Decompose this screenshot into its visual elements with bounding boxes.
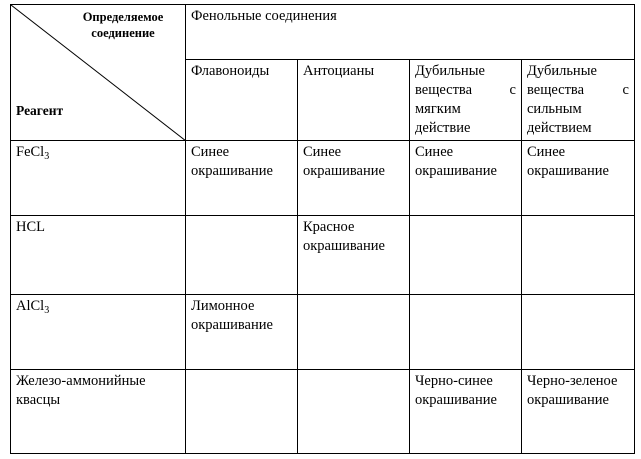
result-cell: Черно-зеленое окрашивание — [522, 370, 635, 454]
result-cell: Синее окрашивание — [298, 141, 410, 216]
result-cell — [522, 216, 635, 295]
result-cell: Красное окрашивание — [298, 216, 410, 295]
header-row-1 — [11, 5, 635, 60]
table-row — [11, 216, 635, 295]
group-header: Фенольные соединения — [186, 5, 635, 60]
result-cell — [186, 216, 298, 295]
result-cell: Синее окрашивание — [522, 141, 635, 216]
result-cell — [410, 295, 522, 370]
result-cell — [298, 370, 410, 454]
corner-cell — [11, 5, 186, 141]
subcolumn-header: Флавоноиды — [186, 60, 298, 141]
reagent-cell: FeCl$_3$ — [11, 141, 186, 216]
reagent-cell: Железо-аммонийные квасцы — [11, 370, 186, 454]
result-cell: Лимонное окрашивание — [186, 295, 298, 370]
subcolumn-header: Дубильные вещества с мягким действие — [410, 60, 522, 141]
table-row — [11, 141, 635, 216]
result-cell — [522, 295, 635, 370]
result-cell: Черно-синее окрашивание — [410, 370, 522, 454]
subcolumn-header: Дубильные вещества с сильным действием — [522, 60, 635, 141]
determined-compound-label: Определяемое соединение — [82, 10, 164, 40]
reagent-table — [10, 4, 635, 454]
reagent-cell: AlCl$_3$ — [11, 295, 186, 370]
table-row — [11, 370, 635, 454]
reagent-label: Реагент — [16, 103, 64, 118]
result-cell — [186, 370, 298, 454]
table-row — [11, 295, 635, 370]
result-cell — [410, 216, 522, 295]
result-cell: Синее окрашивание — [410, 141, 522, 216]
result-cell: Синее окрашивание — [186, 141, 298, 216]
reagent-cell: HCL — [11, 216, 186, 295]
subcolumn-header: Антоцианы — [298, 60, 410, 141]
result-cell — [298, 295, 410, 370]
